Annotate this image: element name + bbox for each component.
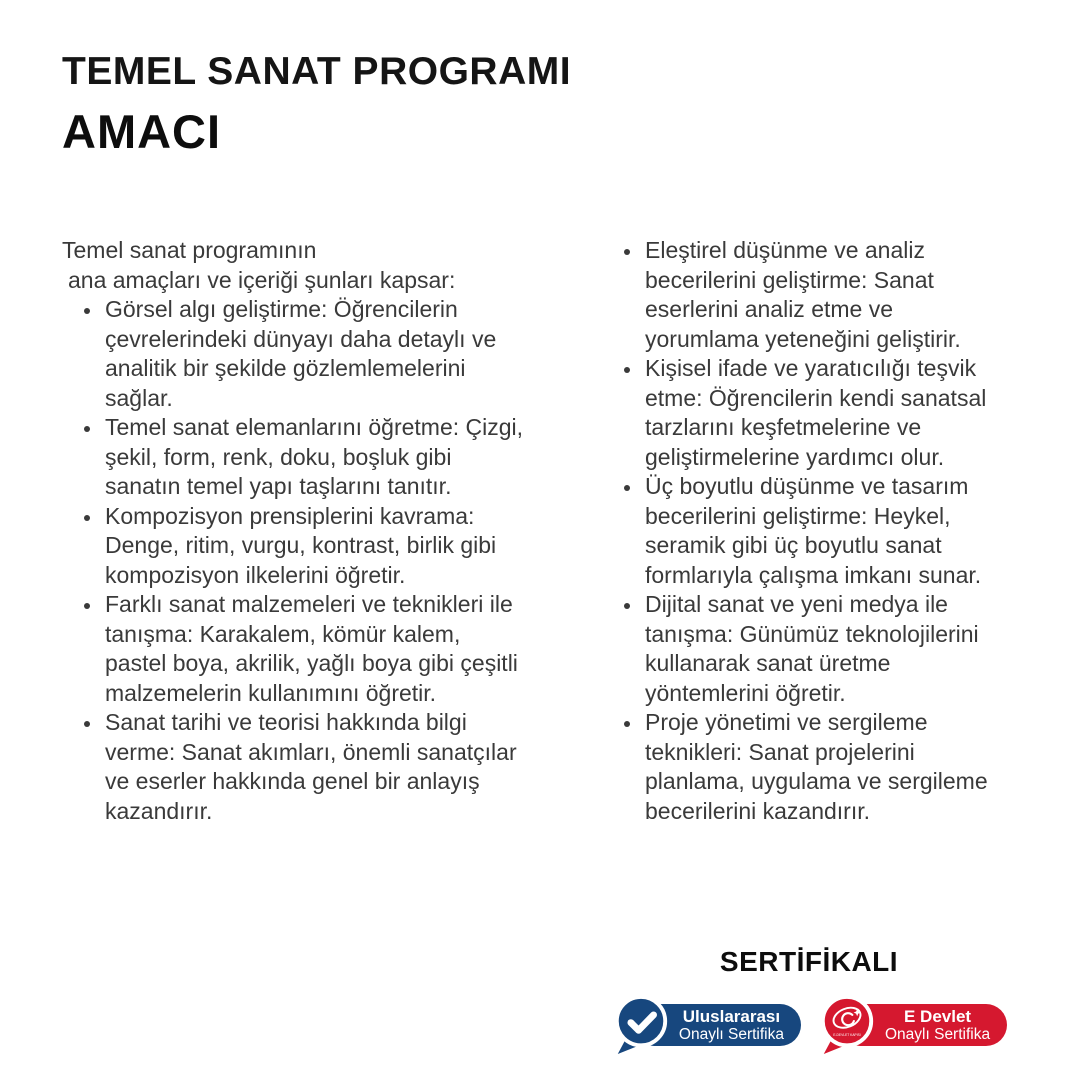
badges-row [626,992,992,1058]
list-item: • Temel sanat elemanlarını öğretme: Çizgi, şekil, form, renk, doku, boşluk gibi sanatın temel yapı taşlarını tanıtır. [103,413,524,502]
list-item: • Sanat tarihi ve teorisi hakkında bilgi verme: Sanat akımları, önemli sanatçılar ve eserler hakkında genel bir anlayış kazandırır. [103,708,524,826]
page-title-line1: TEMEL SANAT PROGRAMI [62,50,572,93]
intro-line1: Temel sanat programının [62,237,317,263]
left-bullet-list [62,295,524,826]
check-bubble-icon [611,992,671,1058]
certification-section [626,946,992,1058]
intro-text [62,236,524,295]
list-item: • Dijital sanat ve yeni medya ile tanışma: Günümüz teknolojilerini kullanarak sanat üretme yöntemlerini öğretir. [643,590,997,708]
list-item: • Kişisel ifade ve yaratıcılığı teşvik etme: Öğrencilerin kendi sanatsal tarzlarını keşfetmelerine ve geliştirmelerine yardımcı olur. [643,354,997,472]
badge-subtitle: Onaylı Sertifika [885,1025,991,1043]
e-devlet-caption: E-DEVLET KAPISI [833,1033,861,1038]
intro-line2: ana amaçları ve içeriği şunları kapsar: [68,266,456,293]
right-column [617,236,997,826]
badge-e-devlet [817,992,1007,1058]
right-bullet-list [617,236,997,826]
left-column [62,236,524,826]
badge-title: E Devlet [904,1006,972,1026]
badge-international [611,992,801,1058]
list-item: • Görsel algı geliştirme: Öğrencilerin çevrelerindeki dünyayı daha detaylı ve analitik bir şekilde gözlemlemelerini sağlar. [103,295,524,413]
list-item: • Eleştirel düşünme ve analiz becerilerini geliştirme: Sanat eserlerini analiz etme ve yorumlama yeteneğini geliştirir. [643,236,997,354]
badge-subtitle: Onaylı Sertifika [678,1025,784,1043]
list-item: • Farklı sanat malzemeleri ve teknikleri ile tanışma: Karakalem, kömür kalem, pastel boya, akrilik, yağlı boya gibi çeşitli malzemelerin kullanımını öğretir. [103,590,524,708]
list-item: • Proje yönetimi ve sergileme teknikleri: Sanat projelerini planlama, uygulama ve sergileme becerilerini kazandırır. [643,708,997,826]
badge-title: Uluslararası [682,1006,781,1026]
body-columns [62,236,997,826]
title-block [62,50,571,159]
e-devlet-bubble-icon [817,992,877,1058]
list-item: • Kompozisyon prensiplerini kavrama: Denge, ritim, vurgu, kontrast, birlik gibi kompozisyon ilkelerini öğretir. [103,502,524,591]
page-title-line2: AMACI [62,105,222,158]
list-item: • Üç boyutlu düşünme ve tasarım becerilerini geliştirme: Heykel, seramik gibi üç boyutlu sanat formlarıyla çalışma imkanı sunar. [643,472,997,590]
certification-heading: SERTİFİKALI [719,946,899,977]
